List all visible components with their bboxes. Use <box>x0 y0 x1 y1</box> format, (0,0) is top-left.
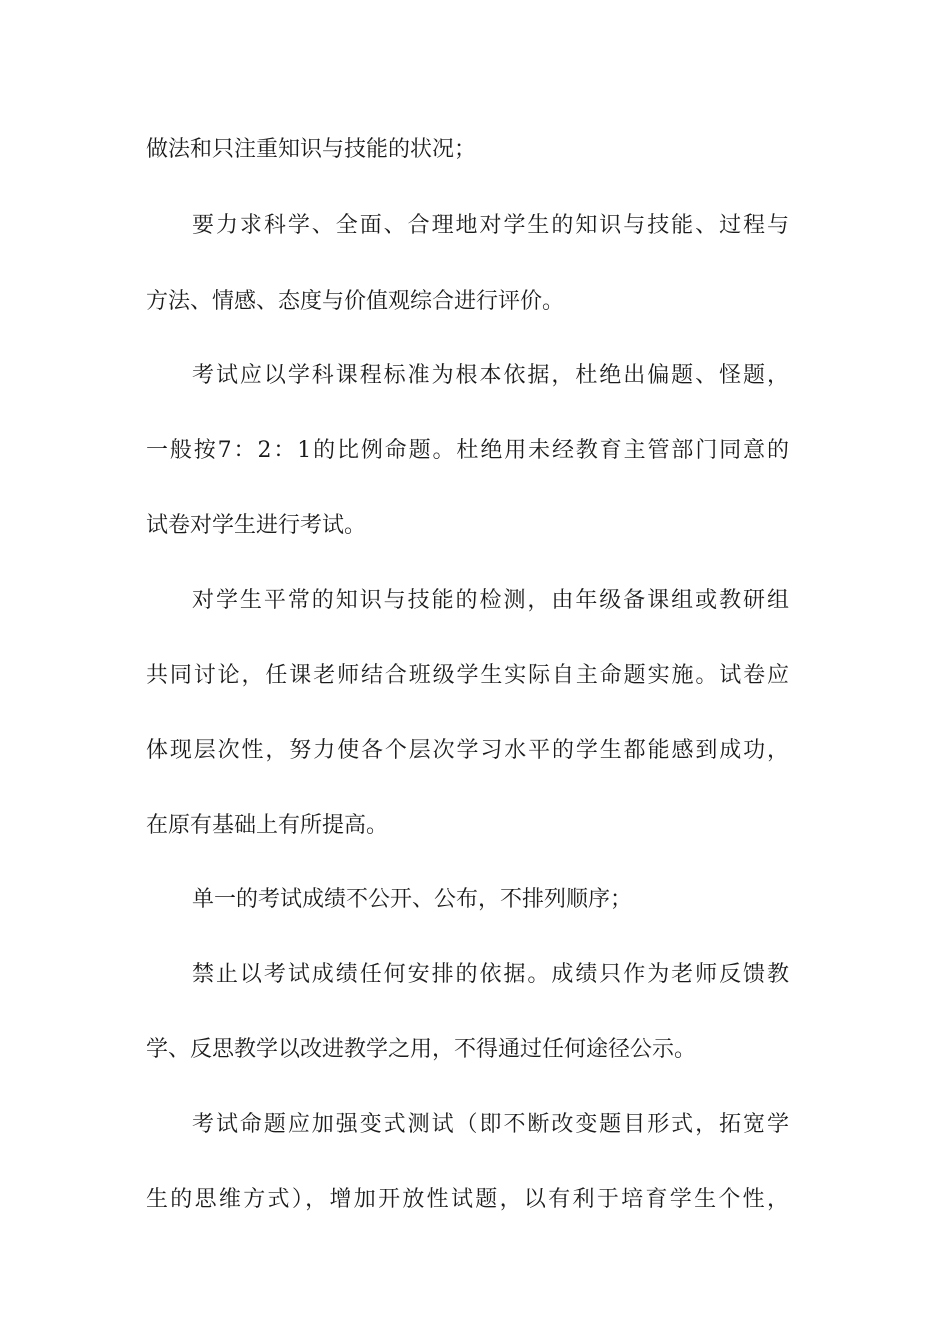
paragraph-first-line: 对学生平常的知识与技能的检测，由年级备课组或教研组 <box>192 588 789 613</box>
text-line: 在原有基础上有所提高。 <box>146 813 389 838</box>
text-line: 生的思维方式），增加开放性试题，以有利于培育学生个性， <box>146 1187 789 1212</box>
text-line: 方法、情感、态度与价值观综合进行评价。 <box>146 289 565 314</box>
text-line: 学、反思教学以改进教学之用，不得通过任何途径公示。 <box>146 1037 697 1062</box>
text-line: 共同讨论，任课老师结合班级学生实际自主命题实施。试卷应 <box>146 663 789 688</box>
paragraph-first-line: 禁止以考试成绩任何安排的依据。成绩只作为老师反馈教 <box>192 962 789 987</box>
text-line: 体现层次性，努力使各个层次学习水平的学生都能感到成功， <box>146 738 789 763</box>
paragraph-first-line: 要力求科学、全面、合理地对学生的知识与技能、过程与 <box>192 213 789 238</box>
text-line: 一般按7：2：1的比例命题。杜绝用未经教育主管部门同意的 <box>146 438 789 463</box>
text-line: 试卷对学生进行考试。 <box>146 513 367 538</box>
paragraph-first-line: 考试命题应加强变式测试（即不断改变题目形式，拓宽学 <box>192 1112 789 1137</box>
paragraph-first-line: 考试应以学科课程标准为根本依据，杜绝出偏题、怪题， <box>192 363 789 388</box>
text-line: 做法和只注重知识与技能的状况； <box>146 137 477 162</box>
paragraph-first-line: 单一的考试成绩不公开、公布，不排列顺序； <box>192 887 633 912</box>
